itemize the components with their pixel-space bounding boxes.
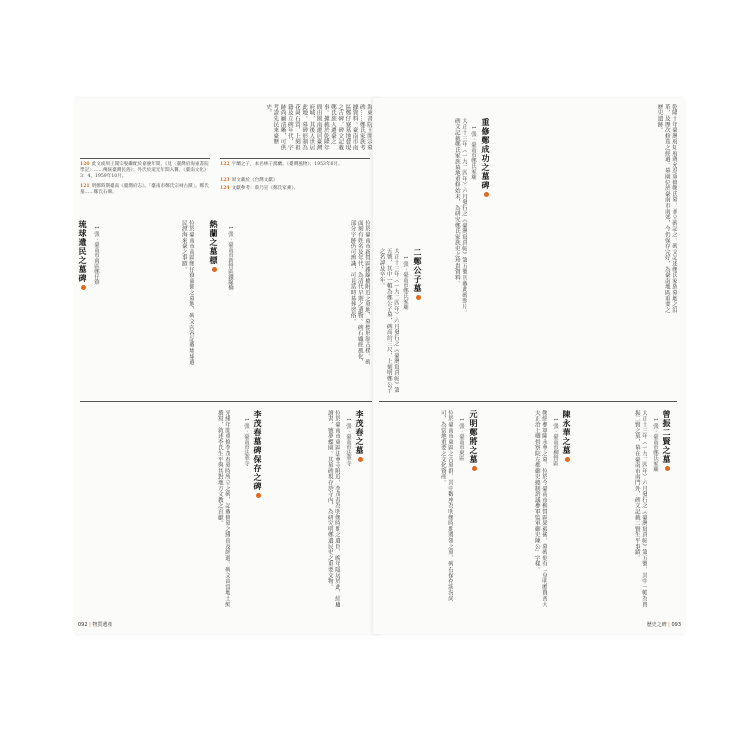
section-meta: 1 張 · 臺南市法華寺 xyxy=(345,418,351,467)
section-body: 位於臺南市新營區鐵線橋附近之墓地，墓標形制古樸，碑面刻有姓名及年代，為清代早期之遺物。碑石雖經風化，部分字跡仍可辨識，可見當時墓葬習俗。 xyxy=(349,220,370,365)
bullet-dot-icon xyxy=(665,466,670,471)
section-body: 大正十三年（一九二四年）六月發行之《臺灣寫真帖》第五號，其中一幀為曾振二賢之墓，墓在臺南市南門外，碑文記載二賢生平事蹟。 xyxy=(633,410,647,608)
left-top-text: 海東書院王開宗墓碑……鄭氏家族考據資料。臺南市南區鄭仔寮墓地發現之古碑，碑文記載鄭氏族人遷臺之事。據載於乾隆年間由閩南遷居臺灣府城，其後人世居此地。墓碑形制為花崗石質，上刻祖籍及立碑年代，字跡尚屬清晰，可供考證先民來臺歷史。 xyxy=(265,104,372,151)
right-middle-rule xyxy=(379,401,677,402)
bullet-dot-icon xyxy=(256,493,261,498)
section-meta: 1 張 · 臺南市東區 xyxy=(458,418,464,461)
section-meta: 1 張 · 臺南市新營區鐵線橋 xyxy=(227,226,233,291)
section-title: 元明鄭將之墓 xyxy=(469,410,480,473)
section-meta: 1 張 · 臺南市鄭氏家廟 xyxy=(470,126,476,180)
bullet-dot-icon xyxy=(565,457,570,462)
section-title: 琉球遺民之墓碑 xyxy=(78,220,89,292)
bullet-dot-icon xyxy=(81,285,86,290)
section-meta: 1 張 · 臺南市柳營區 xyxy=(552,418,558,467)
footnote-124: 124 文獻參考：蔡乃宣《鄭氏家乘》。 xyxy=(220,186,299,191)
bullet-dot-icon xyxy=(484,192,489,197)
bullet-dot-icon xyxy=(416,295,421,300)
section-title: 重修鄭成功之墓碑 xyxy=(481,118,492,199)
left-page xyxy=(74,98,380,634)
section-body: 大正十三年（一九二四年）六月發行之《臺灣寫真帖》第五號，其中一幀為鄭公子墓，碑高約三尺，上刻明鄭公子之名諱及卒年。 xyxy=(378,248,399,393)
section-body: 位於臺南市東區之古墓群，其中數座為明鄭時期將領之墓，碑石保存狀況尚可，為當地重要之文化資產。 xyxy=(439,410,453,602)
footnote-123: 123 原文載於《台灣文獻》 xyxy=(220,178,278,183)
left-top-rule-2 xyxy=(220,158,370,159)
bullet-dot-icon xyxy=(358,457,363,462)
section-title: 二鄭公子墓 xyxy=(413,248,424,302)
section-body: 位於臺南市南區鄭仔寮東側之墓地，碑文內容記載琉球遺民渡海來臺之事蹟。 xyxy=(180,220,194,365)
section-meta: 1 張 · 臺南市南區鄭仔寮 xyxy=(93,226,99,285)
bullet-dot-icon xyxy=(472,466,477,471)
section-title: 熱蘭之墓標 xyxy=(209,220,220,274)
right-page xyxy=(373,98,685,634)
section-meta: 1 張 · 臺南市法華寺 xyxy=(243,418,249,467)
left-folio: 092 | 物質遺產 xyxy=(78,622,113,628)
right-folio: 歷史之碑 | 093 xyxy=(646,622,681,628)
section-title: 李茂春墓碑保存之碑 xyxy=(253,410,264,500)
section-body: 大正十三年（一九二四年）六月發行之《臺灣寫真帖》第五號刊載此碑照片。碑文記載鄭氏家族墓地重修始末，為研究鄭氏家族史之珍貴資料。 xyxy=(453,118,467,316)
footnote-120: 120 此文或刻王開宗娶繼配於嘉慶年間。《見〈臺灣府海東書院學記〉……傳統臺灣民俗》；外氏於道光年間入贅。《臺南文化》3：4。1959年10月。 xyxy=(80,162,209,180)
section-body: 鄭經參軍陳永華之墓，位於今臺南市柳營區果毅後，墓碑刻有「皇明贈資善大夫正治上卿督察院左都御史總制諮議參軍監軍御史陳公」字樣。 xyxy=(533,410,547,608)
section-title: 陳永華之墓 xyxy=(562,410,573,464)
bullet-dot-icon xyxy=(212,267,217,272)
right-top-text: 乾隆十年臺灣府知府蔣允焄重修鄭氏墓，並立碑記之。碑文記述鄭氏家族墓地之沿革，及歷次修葺之經過。墓園位於臺南市南郊，今仍保存完好，為臺南地區重要之歷史遺跡。 xyxy=(656,104,677,313)
left-middle-rule xyxy=(80,401,372,402)
left-top-rule xyxy=(80,158,210,159)
section-body: 位於臺南市東區法華寺附近，李茂春為明鄭時期之遺臣，晚年隱居於此，結廬讀書，號夢蝶園。其墓碑現存於寺內，為研究明鄭遺民史之重要文物。 xyxy=(326,410,340,608)
section-body: 光緒年間重修李茂春墓時所立之碑，記載修墓之緣由及經過。碑文由當地士紳撰寫，敘述李氏生平與其對地方文教之貢獻。 xyxy=(216,410,230,608)
section-meta: 1 張 · 臺南市鄭氏家廟 xyxy=(402,256,408,310)
section-title: 曾振二賢之墓 xyxy=(662,410,673,473)
section-meta: 1 張 · 臺南市鄭氏家廟 xyxy=(652,418,658,472)
footnote-121: 121 明鄭時期臺南《臺灣府志》。「臺南市鄭氏宗祠古蹟」。鄭氏墓……鄭氏石碑。 xyxy=(80,184,209,196)
footnote-122: 122 宇蘭之子，本名林子鴻蘭。《臺灣風物》；1953年6月。 xyxy=(220,162,343,167)
section-title: 李茂春之墓 xyxy=(355,410,366,464)
